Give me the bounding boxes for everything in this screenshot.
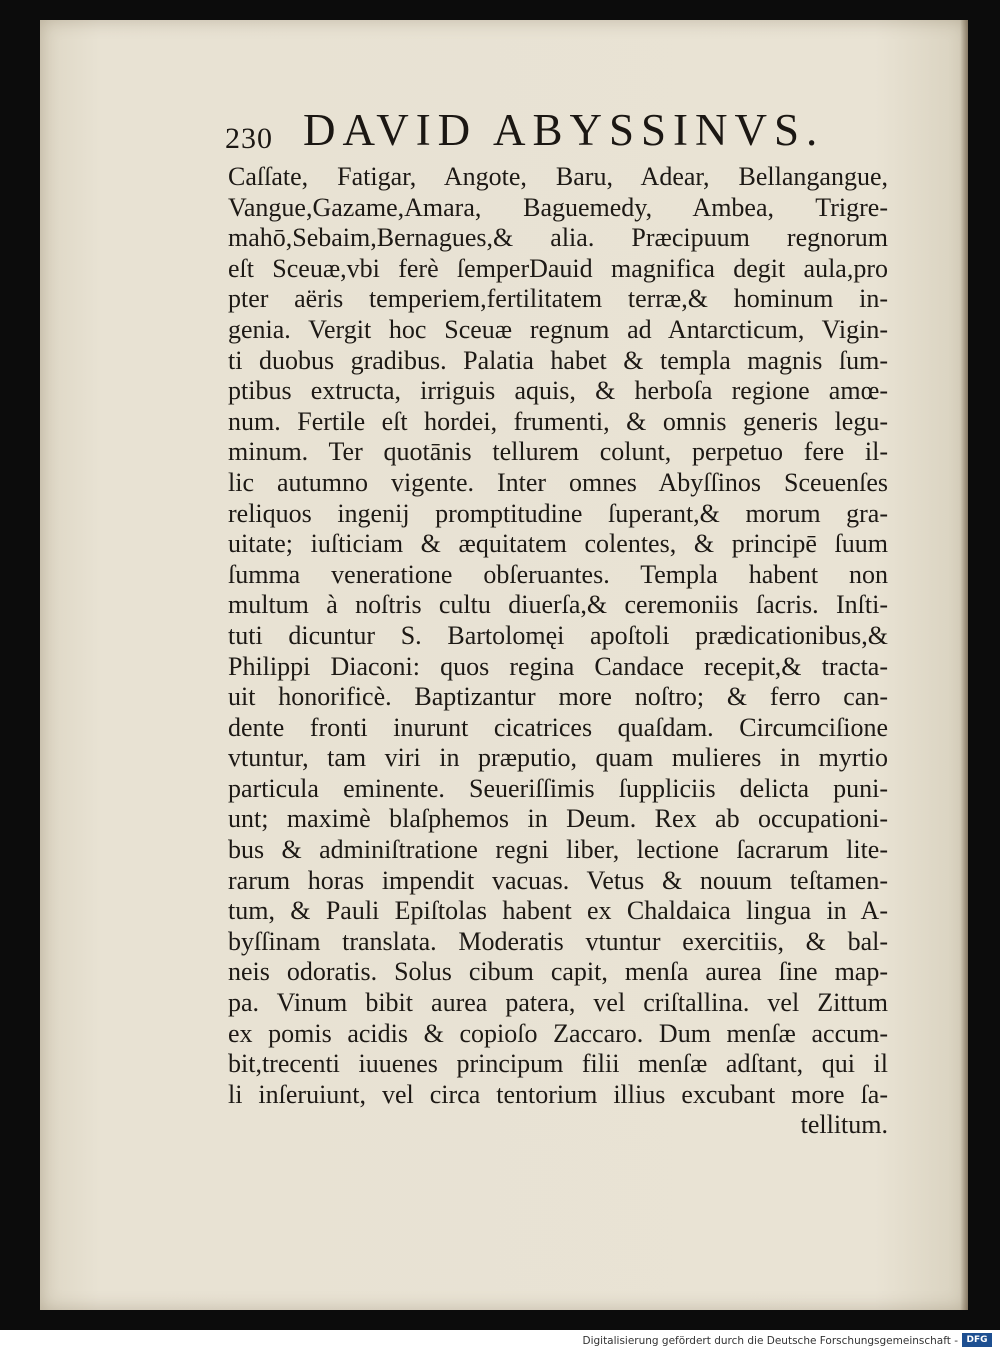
text-line: Philippi Diaconi: quos regina Candace recepit,& tracta- [228, 651, 888, 681]
text-line: byſſinam translata. Moderatis vtuntur exercitiis, & bal- [228, 926, 888, 956]
text-line: dente fronti inurunt cicatrices quaſdam. Circumciſione [228, 712, 888, 742]
text-line: ti duobus gradibus. Palatia habet & templa magnis ſum- [228, 345, 888, 375]
text-line: tellitum. [800, 1110, 888, 1140]
text-line: ptibus extructa, irriguis aquis, & herboſa regione amœ- [228, 376, 888, 406]
text-line: pa. Vinum bibit aurea patera, vel criſtallina. vel Zittum [228, 988, 888, 1018]
text-line: reliquos ingenij promptitudine ſuperant,& morum gra- [228, 498, 888, 528]
text-line: lic autumno vigente. Inter omnes Abyſſinos Sceuenſes [228, 467, 888, 497]
text-line: bit,trecenti iuuenes principum filii menſæ adſtant, qui il [228, 1049, 888, 1079]
text-line: ſumma veneratione obſeruantes. Templa habent non [228, 559, 888, 589]
text-line: vtuntur, tam viri in præputio, quam mulieres in myrtio [228, 743, 888, 773]
text-line: bus & adminiſtratione regni liber, lectione ſacrarum lite- [228, 835, 888, 865]
text-line: tum, & Pauli Epiſtolas habent ex Chaldaica lingua in A- [228, 896, 888, 926]
dfg-logo: DFG [962, 1333, 992, 1347]
text-line: tuti dicuntur S. Bartolomęi apoſtoli prædicationibus,& [228, 620, 888, 650]
footer-credit: Digitalisierung gefördert durch die Deutsche Forschungsgemeinschaft - [582, 1335, 958, 1347]
text-line: unt; maximè blaſphemos in Deum. Rex ab occupationi- [228, 804, 888, 834]
text-line: num. Fertile eſt hordei, frumenti, & omnis generis legu- [228, 406, 888, 436]
footer-bar [0, 1330, 1000, 1352]
text-line: particula eminente. Seueriſſimis ſuppliciis delicta puni- [228, 773, 888, 803]
text-line: genia. Vergit hoc Sceuæ regnum ad Antarcticum, Vigin- [228, 314, 888, 344]
text-line: rarum horas impendit vacuas. Vetus & nouum teſtamen- [228, 865, 888, 895]
text-line: pter aëris temperiem,fertilitatem terræ,& hominum in- [228, 284, 888, 314]
text-line: minum. Ter quotānis tellurem colunt, perpetuo fere il- [228, 437, 888, 467]
text-line: uitate; iuſticiam & æquitatem colentes, & principē ſuum [228, 529, 888, 559]
text-line: Vangue,Gazame,Amara, Baguemedy, Ambea, Trigre- [228, 192, 888, 222]
text-line: li inſeruiunt, vel circa tentorium illius excubant more ſa- [228, 1079, 888, 1109]
page-number: 230 [225, 122, 273, 155]
text-line: uit honorificè. Baptizantur more noſtro; & ferro can- [228, 682, 888, 712]
page-header [225, 104, 825, 164]
text-line: neis odoratis. Solus cibum capit, menſa aurea ſine map- [228, 957, 888, 987]
body-text [228, 162, 888, 1141]
text-line: multum à noſtris cultu diuerſa,& ceremoniis ſacris. Inſti- [228, 590, 888, 620]
text-line: ex pomis acidis & copioſo Zaccaro. Dum menſæ accum- [228, 1018, 888, 1048]
text-line: Caſſate, Fatigar, Angote, Baru, Adear, Bellangangue, [228, 162, 888, 191]
text-line: eſt Sceuæ,vbi ferè ſemperDauid magnifica degit aula,pro [228, 253, 888, 283]
text-line: mahō,Sebaim,Bernagues,& alia. Præcipuum regnorum [228, 223, 888, 253]
running-title: DAVID ABYSSINVS. [303, 105, 825, 155]
page-edge-shadow [960, 20, 968, 1310]
